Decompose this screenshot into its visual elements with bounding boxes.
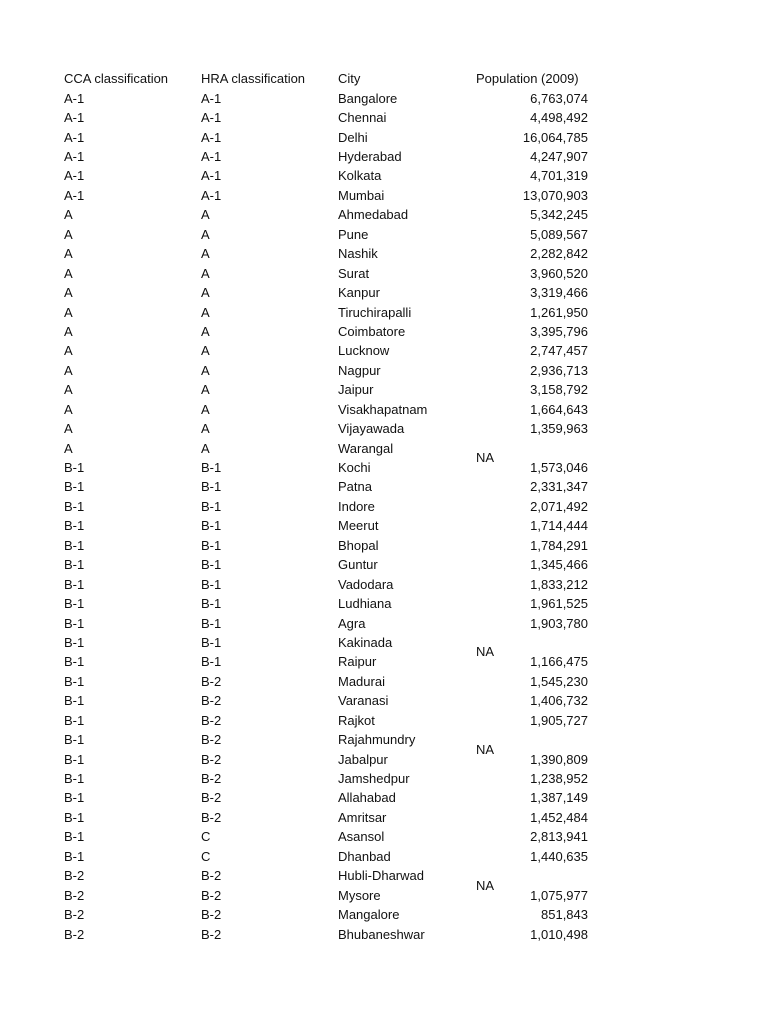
cell-hra-classification: B-2	[201, 751, 222, 767]
cell-hra-classification: C	[201, 848, 211, 864]
cell-city: Raipur	[338, 654, 377, 670]
population-value: 3,395,796	[530, 323, 588, 339]
cell-city: Bhopal	[338, 537, 379, 553]
population-value: 1,833,212	[530, 576, 588, 592]
cell-population	[476, 225, 588, 244]
cell-city: Jaipur	[338, 382, 374, 398]
table-row	[64, 808, 604, 827]
cell-cca-classification: A	[64, 246, 73, 262]
cell-hra-classification: A	[201, 401, 210, 417]
population-value: 1,075,977	[530, 887, 588, 903]
cell-cca-classification: A-1	[64, 187, 85, 203]
cell-population	[476, 925, 588, 944]
population-value: 1,714,444	[530, 518, 588, 534]
cell-cca-classification: B-2	[64, 907, 85, 923]
table-row	[64, 147, 604, 166]
cell-population	[476, 108, 588, 127]
cell-hra-classification: A	[201, 382, 210, 398]
cell-population	[476, 516, 588, 535]
cell-city: Mysore	[338, 887, 381, 903]
city-classification-table	[64, 69, 604, 944]
header-cca-classification: CCA classification	[64, 71, 169, 87]
cell-cca-classification: B-1	[64, 732, 85, 748]
cell-hra-classification: B-1	[201, 498, 222, 514]
cell-cca-classification: A	[64, 401, 73, 417]
cell-population	[476, 283, 588, 302]
cell-cca-classification: B-1	[64, 615, 85, 631]
population-value: 2,331,347	[530, 479, 588, 495]
cell-hra-classification: A	[201, 207, 210, 223]
cell-hra-classification: A	[201, 226, 210, 242]
cell-city: Allahabad	[338, 790, 396, 806]
cell-city: Chennai	[338, 110, 387, 126]
cell-population	[476, 89, 588, 108]
cell-city: Bhubaneshwar	[338, 926, 425, 942]
table-row	[64, 672, 604, 691]
cell-population	[476, 264, 588, 283]
cell-hra-classification: B-2	[201, 809, 222, 825]
population-value: 3,158,792	[530, 382, 588, 398]
cell-city: Varanasi	[338, 693, 389, 709]
cell-cca-classification: B-1	[64, 498, 85, 514]
cell-city: Ahmedabad	[338, 207, 409, 223]
population-na: NA	[476, 741, 495, 757]
table-row	[64, 866, 604, 893]
population-value: 4,498,492	[530, 110, 588, 126]
table-row	[64, 302, 604, 321]
cell-city: Amritsar	[338, 809, 387, 825]
population-value: 1,166,475	[530, 654, 588, 670]
cell-hra-classification: B-1	[201, 537, 222, 553]
population-value: 2,071,492	[530, 498, 588, 514]
cell-hra-classification: A-1	[201, 149, 222, 165]
cell-city: Nagpur	[338, 362, 381, 378]
table-row	[64, 613, 604, 632]
cell-hra-classification: A	[201, 323, 210, 339]
table-row	[64, 458, 604, 477]
table-row	[64, 419, 604, 438]
table-row	[64, 166, 604, 185]
cell-population	[476, 497, 588, 516]
cell-cca-classification: B-1	[64, 790, 85, 806]
cell-population	[476, 788, 588, 807]
cell-city: Hubli-Dharwad	[338, 868, 424, 884]
population-value: 16,064,785	[522, 129, 588, 145]
cell-hra-classification: A	[201, 246, 210, 262]
cell-population	[476, 886, 588, 905]
cell-population	[476, 458, 588, 477]
cell-cca-classification: A	[64, 421, 73, 437]
population-na: NA	[476, 644, 495, 660]
table-row	[64, 885, 604, 904]
table-row	[64, 127, 604, 146]
population-value: 1,903,780	[530, 615, 588, 631]
population-value: 1,359,963	[530, 421, 588, 437]
cell-hra-classification: B-1	[201, 634, 222, 650]
table-row	[64, 497, 604, 516]
table-body	[64, 89, 604, 944]
cell-city: Guntur	[338, 557, 378, 573]
table-row	[64, 691, 604, 710]
table-row	[64, 924, 604, 943]
cell-cca-classification: A	[64, 343, 73, 359]
cell-cca-classification: B-1	[64, 596, 85, 612]
cell-city: Kochi	[338, 460, 371, 476]
cell-cca-classification: A	[64, 362, 73, 378]
population-value: 1,345,466	[530, 557, 588, 573]
cell-hra-classification: A	[201, 421, 210, 437]
table-row	[64, 283, 604, 302]
table-row	[64, 788, 604, 807]
cell-city: Vijayawada	[338, 421, 405, 437]
cell-city: Ludhiana	[338, 596, 392, 612]
cell-cca-classification: A-1	[64, 168, 85, 184]
population-value: 4,701,319	[530, 168, 588, 184]
cell-cca-classification: A	[64, 226, 73, 242]
table-row	[64, 827, 604, 846]
cell-city: Agra	[338, 615, 366, 631]
cell-city: Surat	[338, 265, 370, 281]
cell-hra-classification: C	[201, 829, 211, 845]
cell-hra-classification: B-1	[201, 479, 222, 495]
cell-city: Warangal	[338, 440, 394, 456]
cell-hra-classification: B-2	[201, 732, 222, 748]
table-row	[64, 438, 604, 466]
population-value: 1,440,635	[530, 848, 588, 864]
cell-city: Dhanbad	[338, 848, 391, 864]
table-row	[64, 516, 604, 535]
population-value: 5,089,567	[530, 226, 588, 242]
cell-population	[476, 827, 588, 846]
table-row	[64, 263, 604, 282]
cell-hra-classification: B-2	[201, 907, 222, 923]
cell-city: Jabalpur	[338, 751, 388, 767]
cell-population	[476, 244, 588, 263]
cell-cca-classification: B-2	[64, 887, 85, 903]
cell-city: Mumbai	[338, 187, 385, 203]
cell-hra-classification: B-2	[201, 673, 222, 689]
cell-city: Asansol	[338, 829, 385, 845]
cell-cca-classification: B-1	[64, 673, 85, 689]
header-city: City	[338, 71, 361, 87]
cell-city: Kolkata	[338, 168, 382, 184]
cell-hra-classification: B-1	[201, 460, 222, 476]
cell-hra-classification: A-1	[201, 129, 222, 145]
table-row	[64, 536, 604, 555]
cell-cca-classification: B-1	[64, 712, 85, 728]
table-row	[64, 244, 604, 263]
population-value: 1,784,291	[530, 537, 588, 553]
table-row	[64, 89, 604, 108]
cell-population	[476, 847, 588, 866]
cell-cca-classification: B-1	[64, 518, 85, 534]
cell-population	[476, 166, 588, 185]
cell-cca-classification: B-1	[64, 809, 85, 825]
cell-population	[476, 769, 588, 788]
cell-city: Madurai	[338, 673, 385, 689]
cell-city: Lucknow	[338, 343, 390, 359]
table-row	[64, 341, 604, 360]
cell-cca-classification: A-1	[64, 149, 85, 165]
cell-cca-classification: B-1	[64, 537, 85, 553]
cell-cca-classification: A	[64, 285, 73, 301]
population-value: 3,319,466	[530, 285, 588, 301]
cell-hra-classification: B-1	[201, 576, 222, 592]
cell-city: Visakhapatnam	[338, 401, 428, 417]
cell-city: Meerut	[338, 518, 379, 534]
population-value: 2,282,842	[530, 246, 588, 262]
population-value: 1,664,643	[530, 401, 588, 417]
cell-cca-classification: B-1	[64, 829, 85, 845]
header-hra-classification: HRA classification	[201, 71, 306, 87]
cell-hra-classification: B-1	[201, 557, 222, 573]
cell-cca-classification: B-1	[64, 751, 85, 767]
cell-cca-classification: A	[64, 304, 73, 320]
cell-city: Kakinada	[338, 634, 393, 650]
population-value: 1,406,732	[530, 693, 588, 709]
cell-cca-classification: A	[64, 323, 73, 339]
cell-population	[476, 128, 588, 147]
cell-population	[476, 361, 588, 380]
table-row	[64, 380, 604, 399]
cell-cca-classification: B-1	[64, 693, 85, 709]
population-value: 1,387,149	[530, 790, 588, 806]
table-row	[64, 711, 604, 730]
cell-population	[476, 400, 588, 419]
cell-city: Tiruchirapalli	[338, 304, 412, 320]
population-value: 1,390,809	[530, 751, 588, 767]
population-na: NA	[476, 877, 495, 893]
table-row	[64, 633, 604, 660]
cell-hra-classification: A-1	[201, 110, 222, 126]
cell-city: Rajkot	[338, 712, 375, 728]
cell-hra-classification: B-2	[201, 693, 222, 709]
cell-city: Bangalore	[338, 90, 398, 106]
cell-cca-classification: B-2	[64, 868, 85, 884]
cell-population	[476, 341, 588, 360]
cell-hra-classification: A-1	[201, 168, 222, 184]
population-value: 1,573,046	[530, 460, 588, 476]
cell-population	[476, 477, 588, 496]
table-row	[64, 225, 604, 244]
population-value: 2,813,941	[530, 829, 588, 845]
cell-cca-classification: B-1	[64, 460, 85, 476]
population-na: NA	[476, 450, 495, 466]
cell-cca-classification: A	[64, 265, 73, 281]
cell-cca-classification: B-1	[64, 848, 85, 864]
cell-population	[476, 186, 588, 205]
table-row	[64, 108, 604, 127]
cell-hra-classification: B-2	[201, 868, 222, 884]
table-row	[64, 322, 604, 341]
population-value: 2,747,457	[530, 343, 588, 359]
cell-city: Nashik	[338, 246, 378, 262]
population-value: 2,936,713	[530, 362, 588, 378]
table-row	[64, 769, 604, 788]
cell-city: Jamshedpur	[338, 771, 410, 787]
cell-hra-classification: A	[201, 440, 210, 456]
cell-hra-classification: A-1	[201, 90, 222, 106]
header-population-2009: Population (2009)	[476, 71, 579, 87]
table-row	[64, 652, 604, 671]
cell-cca-classification: B-1	[64, 634, 85, 650]
cell-hra-classification: B-2	[201, 887, 222, 903]
cell-hra-classification: B-2	[201, 926, 222, 942]
table-header-row	[64, 69, 604, 89]
cell-population	[476, 672, 588, 691]
cell-hra-classification: B-2	[201, 790, 222, 806]
population-value: 3,960,520	[530, 265, 588, 281]
cell-hra-classification: B-1	[201, 615, 222, 631]
population-value: 851,843	[541, 907, 588, 923]
cell-population	[476, 322, 588, 341]
cell-population	[476, 808, 588, 827]
table-row	[64, 594, 604, 613]
population-value: 6,763,074	[530, 90, 588, 106]
cell-population	[476, 711, 588, 730]
cell-city: Delhi	[338, 129, 368, 145]
cell-population	[476, 147, 588, 166]
cell-cca-classification: A	[64, 440, 73, 456]
cell-cca-classification: B-2	[64, 926, 85, 942]
population-value: 4,247,907	[530, 149, 588, 165]
cell-city: Indore	[338, 498, 375, 514]
table-row	[64, 574, 604, 593]
cell-cca-classification: A-1	[64, 90, 85, 106]
cell-city: Kanpur	[338, 285, 380, 301]
cell-population	[476, 594, 588, 613]
cell-population	[476, 652, 588, 671]
cell-cca-classification: B-1	[64, 771, 85, 787]
table-row	[64, 905, 604, 924]
cell-cca-classification: B-1	[64, 576, 85, 592]
cell-hra-classification: B-1	[201, 654, 222, 670]
population-value: 1,905,727	[530, 712, 588, 728]
cell-population	[476, 380, 588, 399]
cell-population	[476, 750, 588, 769]
cell-hra-classification: A	[201, 304, 210, 320]
cell-population	[476, 575, 588, 594]
table-row	[64, 555, 604, 574]
cell-population	[476, 303, 588, 322]
table-row	[64, 730, 604, 757]
table-row	[64, 361, 604, 380]
cell-city: Pune	[338, 226, 369, 242]
cell-city: Rajahmundry	[338, 732, 416, 748]
table-row	[64, 847, 604, 866]
cell-city: Hyderabad	[338, 149, 402, 165]
cell-population	[476, 905, 588, 924]
cell-cca-classification: A-1	[64, 129, 85, 145]
population-value: 1,545,230	[530, 673, 588, 689]
population-value: 1,010,498	[530, 926, 588, 942]
cell-cca-classification: B-1	[64, 557, 85, 573]
cell-hra-classification: A	[201, 285, 210, 301]
cell-city: Vadodara	[338, 576, 394, 592]
table-row	[64, 400, 604, 419]
table-row	[64, 477, 604, 496]
population-value: 1,238,952	[530, 771, 588, 787]
cell-hra-classification: A-1	[201, 187, 222, 203]
cell-hra-classification: B-2	[201, 712, 222, 728]
cell-cca-classification: A	[64, 207, 73, 223]
cell-population	[476, 419, 588, 438]
cell-population	[476, 536, 588, 555]
cell-city: Patna	[338, 479, 372, 495]
cell-hra-classification: B-1	[201, 518, 222, 534]
population-value: 1,961,525	[530, 596, 588, 612]
cell-cca-classification: A-1	[64, 110, 85, 126]
cell-city: Coimbatore	[338, 323, 406, 339]
cell-hra-classification: A	[201, 265, 210, 281]
population-value: 1,452,484	[530, 809, 588, 825]
cell-cca-classification: B-1	[64, 479, 85, 495]
population-value: 13,070,903	[522, 187, 588, 203]
cell-cca-classification: B-1	[64, 654, 85, 670]
cell-population	[476, 691, 588, 710]
table-row	[64, 749, 604, 768]
population-value: 1,261,950	[530, 304, 588, 320]
cell-hra-classification: B-2	[201, 771, 222, 787]
cell-hra-classification: B-1	[201, 596, 222, 612]
cell-cca-classification: A	[64, 382, 73, 398]
cell-population	[476, 614, 588, 633]
table-row	[64, 186, 604, 205]
cell-hra-classification: A	[201, 362, 210, 378]
table-row	[64, 205, 604, 224]
cell-population	[476, 205, 588, 224]
population-value: 5,342,245	[530, 207, 588, 223]
cell-population	[476, 555, 588, 574]
cell-city: Mangalore	[338, 907, 400, 923]
cell-hra-classification: A	[201, 343, 210, 359]
